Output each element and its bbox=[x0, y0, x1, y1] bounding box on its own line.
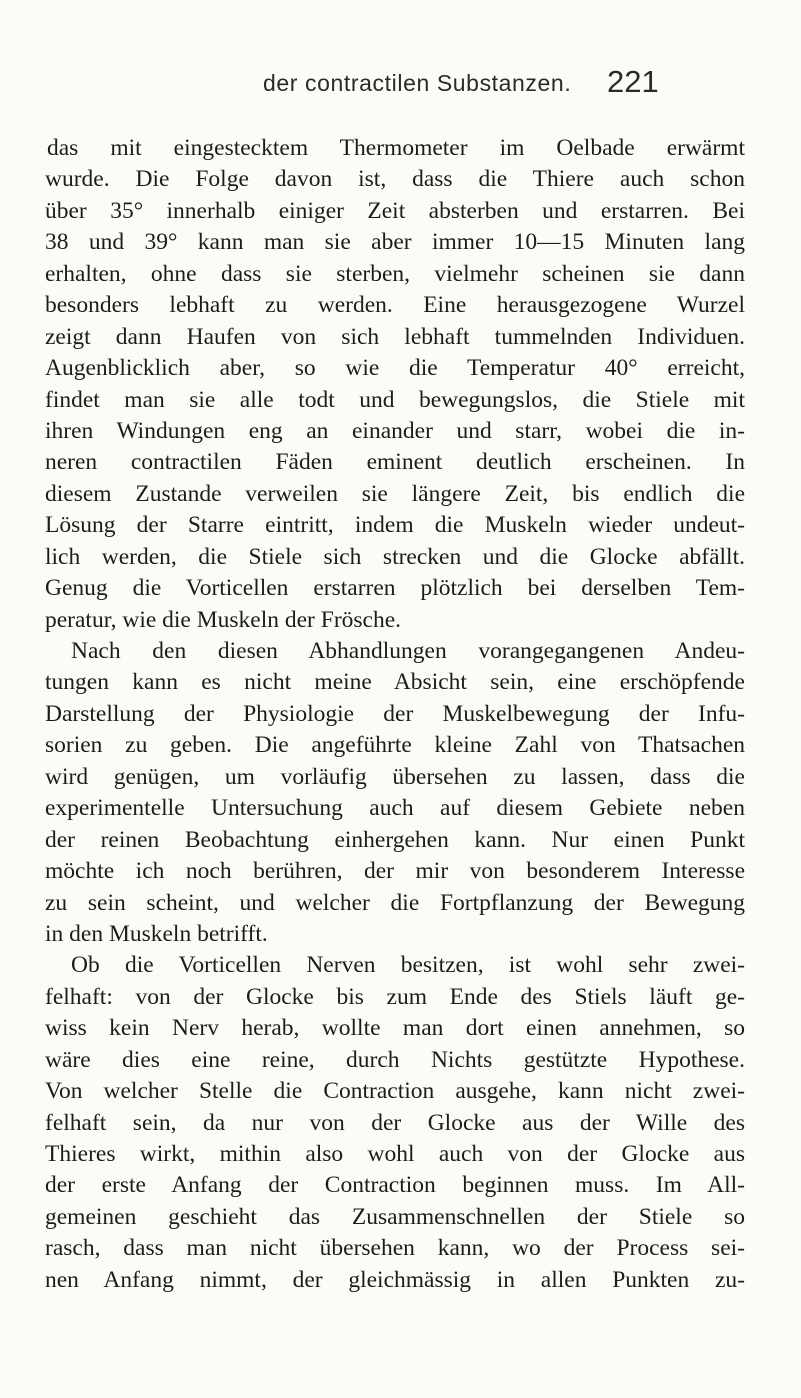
text-line: gemeinen geschieht das Zusammenschnellen der Stiele so bbox=[45, 1203, 745, 1230]
text-line: Augenblicklich aber, so wie die Temperatur 40° erreicht, bbox=[45, 355, 745, 382]
text-line: besonders lebhaft zu werden. Eine herausgezogene Wurzel bbox=[45, 292, 745, 319]
running-title: der contractilen Substanzen. bbox=[263, 70, 572, 96]
text-line: Genug die Vorticellen erstarren plötzlich bei derselben Tem- bbox=[45, 575, 745, 602]
text-line: rasch, dass man nicht übersehen kann, wo der Process sei- bbox=[45, 1235, 745, 1262]
text-line: Von welcher Stelle die Contraction ausgehe, kann nicht zwei- bbox=[45, 1078, 745, 1105]
text-line: das mit eingestecktem Thermometer im Oelbade erwärmt bbox=[47, 135, 745, 161]
running-head bbox=[215, 58, 715, 98]
text-line: felhaft: von der Glocke bis zum Ende des Stiels läuft ge- bbox=[45, 983, 745, 1010]
body-text bbox=[45, 133, 745, 1296]
text-line: Thieres wirkt, mithin also wohl auch von der Glocke aus bbox=[45, 1141, 745, 1167]
text-line: möchte ich noch berühren, der mir von besonderem Interesse bbox=[45, 858, 745, 885]
text-line: Ob die Vorticellen Nerven besitzen, ist wohl sehr zwei- bbox=[71, 952, 745, 979]
text-line: Nach den diesen Abhandlungen vorangegangenen Andeu- bbox=[71, 638, 745, 664]
text-line: in den Muskeln betrifft. bbox=[45, 920, 268, 947]
text-line: wird genügen, um vorläufig übersehen zu lassen, dass die bbox=[45, 763, 745, 790]
text-line: experimentelle Untersuchung auch auf diesem Gebiete neben bbox=[45, 795, 745, 822]
text-line: wurde. Die Folge davon ist, dass die Thiere auch schon bbox=[45, 166, 745, 193]
text-line: ihren Windungen eng an einander und starr, wobei die in- bbox=[45, 417, 745, 444]
text-line: diesem Zustande verweilen sie längere Zeit, bis endlich die bbox=[45, 480, 745, 507]
text-line: der erste Anfang der Contraction beginnen muss. Im All- bbox=[45, 1172, 745, 1199]
text-line: nen Anfang nimmt, der gleichmässig in allen Punkten zu- bbox=[45, 1266, 745, 1293]
text-line: zu sein scheint, und welcher die Fortpflanzung der Bewegung bbox=[45, 889, 745, 916]
text-line: 38 und 39° kann man sie aber immer 10—15 Minuten lang bbox=[45, 229, 745, 256]
text-line: tungen kann es nicht meine Absicht sein, eine erschöpfende bbox=[45, 669, 745, 696]
text-line: erhalten, ohne dass sie sterben, vielmehr scheinen sie dann bbox=[45, 260, 745, 287]
text-line: Darstellung der Physiologie der Muskelbewegung der Infu- bbox=[45, 700, 745, 727]
text-line: felhaft sein, da nur von der Glocke aus der Wille des bbox=[45, 1109, 745, 1136]
text-line: Lösung der Starre eintritt, indem die Muskeln wieder undeut- bbox=[45, 512, 745, 539]
text-line: zeigt dann Haufen von sich lebhaft tummelnden Individuen. bbox=[45, 323, 745, 350]
page-number: 221 bbox=[607, 64, 659, 99]
text-line: findet man sie alle todt und bewegungslos, die Stiele mit bbox=[45, 386, 745, 413]
text-line: wäre dies eine reine, durch Nichts gestützte Hypothese. bbox=[45, 1046, 745, 1073]
text-line: lich werden, die Stiele sich strecken und die Glocke abfällt. bbox=[45, 543, 745, 570]
text-line: peratur, wie die Muskeln der Frösche. bbox=[45, 606, 402, 633]
text-line: neren contractilen Fäden eminent deutlich erscheinen. In bbox=[45, 449, 745, 476]
text-line: der reinen Beobachtung einhergehen kann. Nur einen Punkt bbox=[45, 826, 745, 853]
text-line: wiss kein Nerv herab, wollte man dort einen annehmen, so bbox=[45, 1015, 745, 1042]
text-line: sorien zu geben. Die angeführte kleine Zahl von Thatsachen bbox=[45, 732, 745, 759]
text-line: über 35° innerhalb einiger Zeit absterben und erstarren. Bei bbox=[45, 197, 745, 224]
